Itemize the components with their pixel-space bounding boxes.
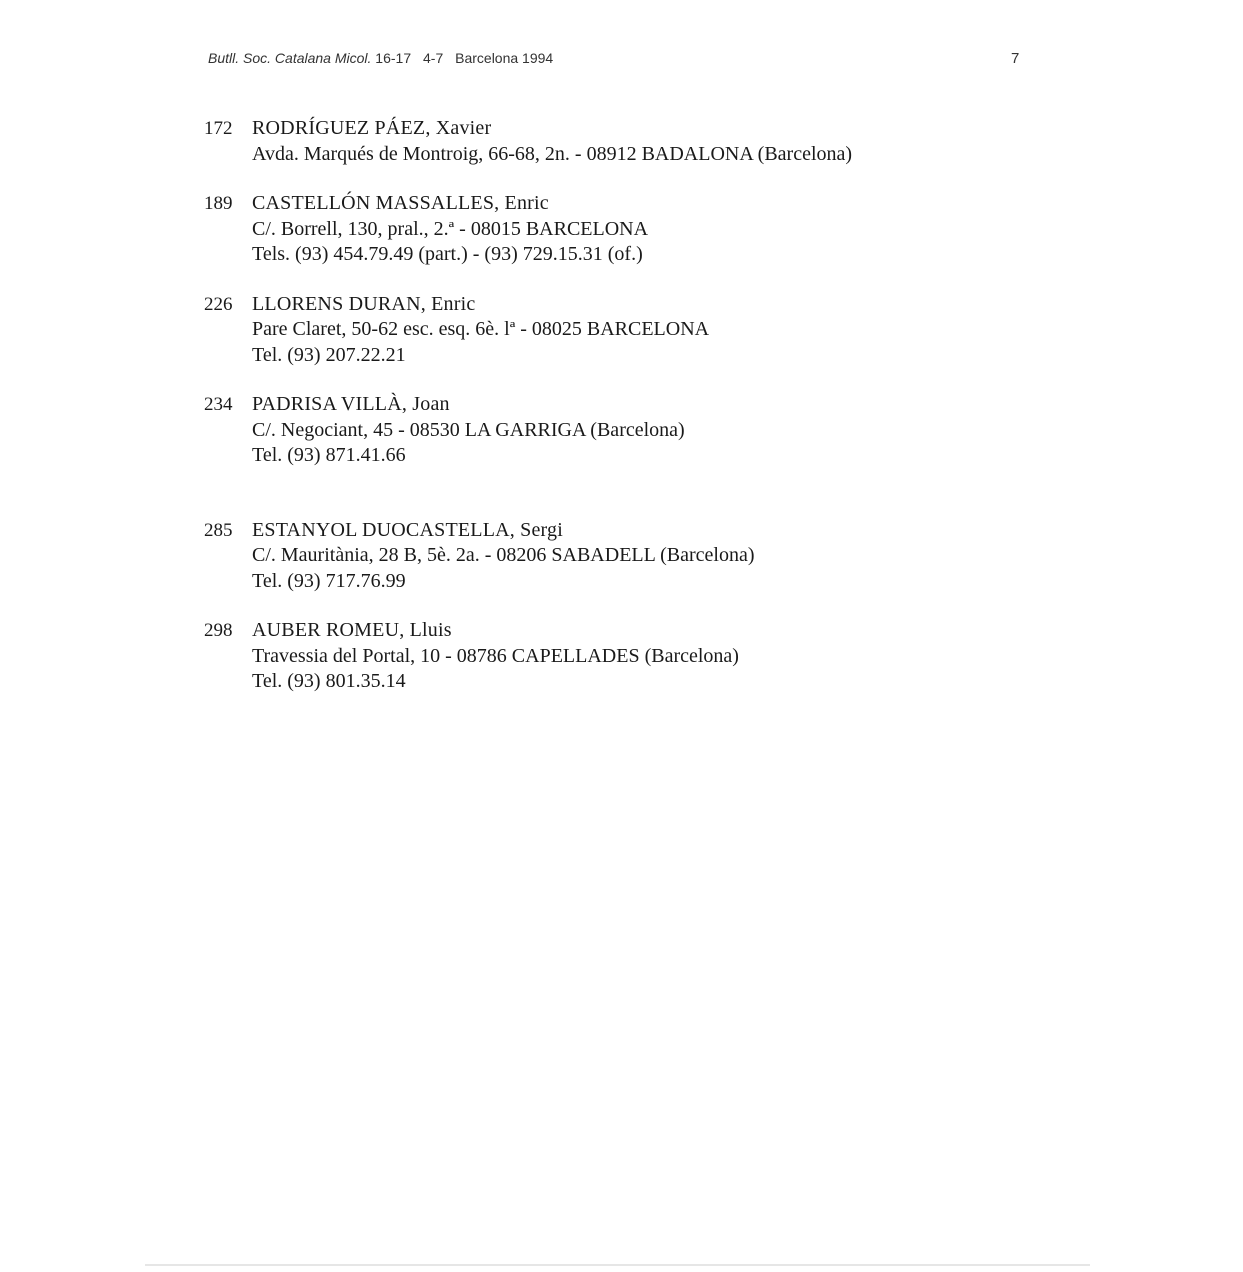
member-name: PADRISA VILLÀ, Joan [252,393,450,415]
member-phone: Tels. (93) 454.79.49 (part.) - (93) 729.15.31 (of.) [252,243,643,265]
member-name: AUBER ROMEU, Lluis [252,619,452,641]
page-edge-line [145,1264,1090,1266]
member-address: C/. Mauritània, 28 B, 5è. 2a. - 08206 SABADELL (Barcelona) [252,544,755,566]
member-address: C/. Borrell, 130, pral., 2.ª - 08015 BARCELONA [252,217,649,240]
member-address: C/. Negociant, 45 - 08530 LA GARRIGA (Barcelona) [252,418,685,441]
member-name: ESTANYOL DUOCASTELLA, Sergi [252,518,564,541]
running-header [208,50,553,66]
member-phone: Tel. (93) 801.35.14 [252,670,406,692]
member-phone: Tel. (93) 207.22.21 [252,343,406,366]
member-entry [204,191,1024,268]
member-name: LLORENS DURAN, Enric [252,292,476,315]
member-address: Pare Claret, 50-62 esc. esq. 6è. lª - 08025 BARCELONA [252,318,710,340]
member-number: 226 [204,293,233,315]
member-number: 298 [204,620,233,641]
member-name: CASTELLÓN MASSALLES, Enric [252,192,549,214]
member-entry [204,392,1024,469]
journal-pages: 4-7 [423,50,444,66]
journal-title: Butll. Soc. Catalana Micol. [208,50,372,66]
member-number: 189 [204,193,233,214]
member-phone: Tel. (93) 717.76.99 [252,569,406,592]
member-entry [204,618,1024,695]
member-entry [204,116,1024,167]
journal-place-year: Barcelona 1994 [455,50,554,66]
member-number: 285 [204,519,233,541]
member-address: Travessia del Portal, 10 - 08786 CAPELLADES (Barcelona) [252,644,739,667]
page-number: 7 [1011,50,1020,67]
member-name: RODRÍGUEZ PÁEZ, Xavier [252,117,492,139]
member-entry [204,292,1024,369]
member-address: Avda. Marqués de Montroig, 66-68, 2n. - 08912 BADALONA (Barcelona) [252,142,853,165]
member-list [204,116,1024,695]
member-phone: Tel. (93) 871.41.66 [252,444,406,466]
member-entry [204,518,1024,595]
journal-volume: 16-17 [375,50,412,66]
member-number: 234 [204,394,233,415]
member-number: 172 [204,118,233,139]
